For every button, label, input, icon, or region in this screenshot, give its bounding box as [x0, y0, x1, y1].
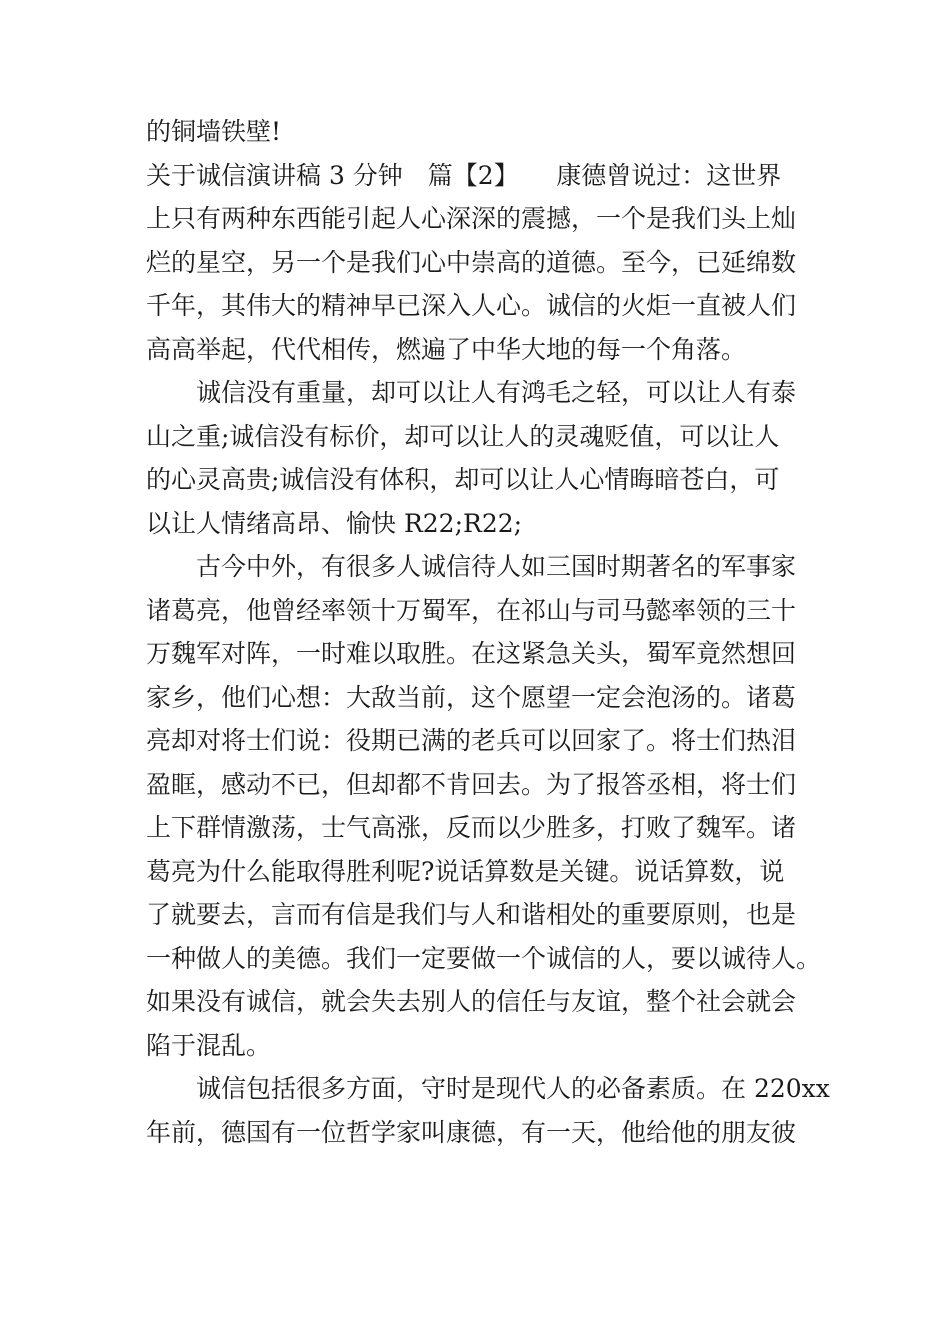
text-line: 诸葛亮，他曾经率领十万蜀军，在祁山与司马懿率领的三十: [146, 595, 797, 625]
text-line: 盈眶，感动不已，但却都不肯回去。为了报答丞相，将士们: [146, 769, 797, 799]
paragraph-start-line: 诚信包括很多方面，守时是现代人的必备素质。在 220xx: [196, 1074, 830, 1103]
text-line: 了就要去，言而有信是我们与人和谐相处的重要原则，也是: [146, 900, 797, 929]
text-line: 亮却对将士们说：役期已满的老兵可以回家了。将士们热泪: [146, 726, 797, 755]
text-line: 万魏军对阵，一时难以取胜。在这紧急关头，蜀军竟然想回: [146, 639, 797, 668]
text-line: 如果没有诚信，就会失去别人的信任与友谊，整个社会就会: [146, 987, 797, 1016]
text-line: 年前，德国有一位哲学家叫康德，有一天，他给他的朋友彼: [146, 1117, 797, 1147]
text-line: 家乡，他们心想：大敌当前，这个愿望一定会泡汤的。诸葛: [146, 682, 797, 712]
text-line: 一种做人的美德。我们一定要做一个诚信的人，要以诚待人。: [146, 943, 822, 973]
text-line: 千年，其伟大的精神早已深入人心。诚信的火炬一直被人们: [146, 291, 797, 320]
section-heading-line: 关于诚信演讲稿 3 分钟 篇【2】 康德曾说过：这世界: [146, 160, 782, 190]
document-page: [146, 110, 830, 1154]
text-line: 山之重;诚信没有标价，却可以让人的灵魂贬值，可以让人: [146, 421, 780, 451]
paragraph-start-line: 古今中外，有很多人诚信待人如三国时期著名的军事家: [196, 552, 797, 581]
paragraph-start-line: 诚信没有重量，却可以让人有鸿毛之轻，可以让人有泰: [196, 378, 797, 407]
text-line: 以让人情绪高昂、愉快 R22;R22;: [146, 508, 523, 538]
text-line: 葛亮为什么能取得胜利呢?说话算数是关键。说话算数，说: [146, 856, 785, 886]
text-line: 的铜墙铁壁!: [146, 117, 282, 146]
text-line: 烂的星空，另一个是我们心中崇高的道德。至今，已延绵数: [146, 247, 797, 277]
text-line: 上只有两种东西能引起人心深深的震撼，一个是我们头上灿: [146, 204, 797, 233]
text-line: 的心灵高贵;诚信没有体积，却可以让人心情晦暗苍白，可: [146, 465, 780, 494]
text-line: 高高举起，代代相传，燃遍了中华大地的每一个角落。: [146, 334, 747, 364]
text-line: 上下群情激荡，士气高涨，反而以少胜多，打败了魏军。诸: [146, 813, 797, 842]
text-line: 陷于混乱。: [146, 1030, 272, 1060]
